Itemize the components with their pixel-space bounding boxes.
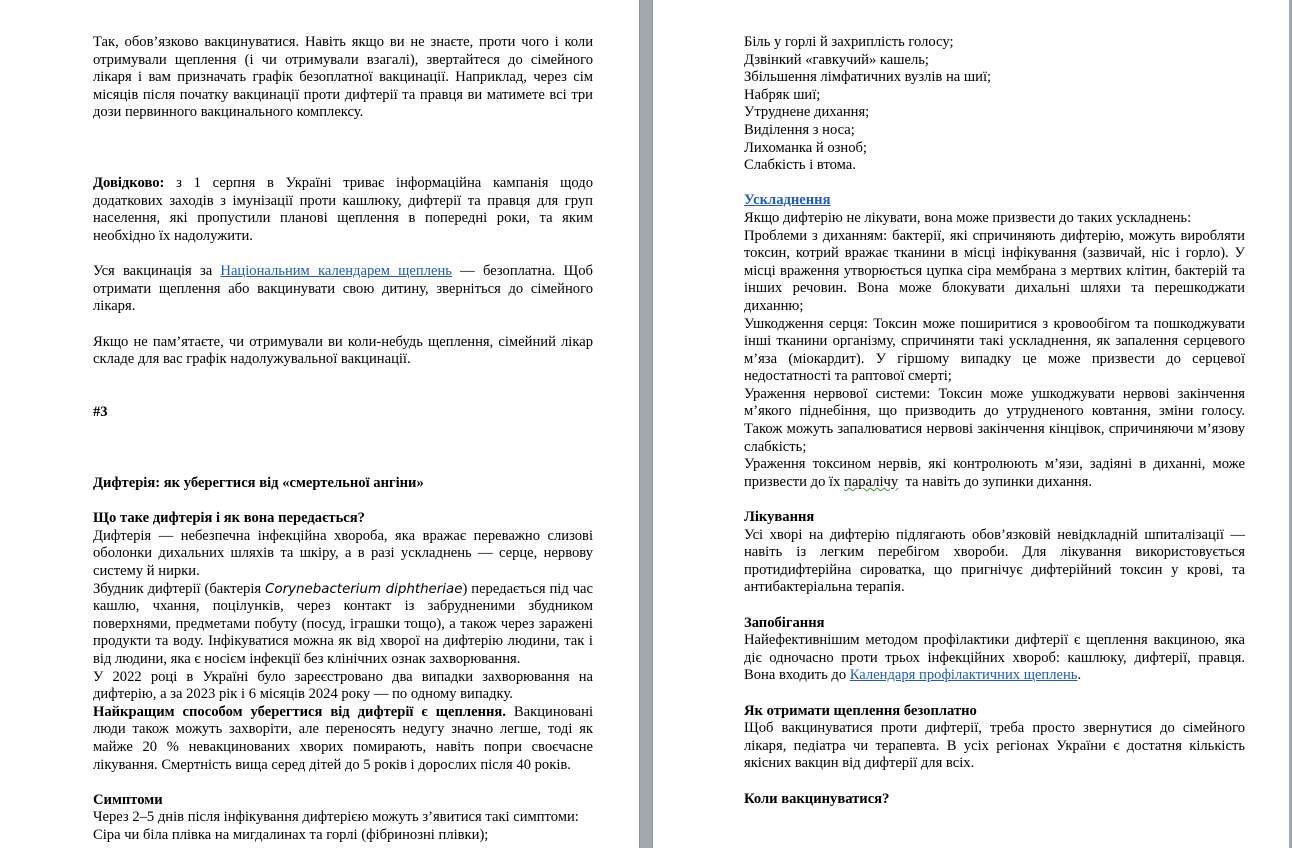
symptom-item: Набряк шиї;: [744, 86, 821, 103]
heading-symptoms-text: Симптоми: [93, 791, 163, 808]
symptom-item: Виділення з носа;: [744, 121, 855, 138]
paragraph-treatment: Усі хворі на дифтерію підлягають обов’язковій невідкладній шпиталізації — навіть із легким перебігом хвороби. Для лікування використовується протидифтерійна сироватка, що пригнічує дифтерійний токсин у крові, та антибактеріальна терапія.: [744, 526, 1245, 596]
complications-heading-link[interactable]: Ускладнення: [744, 192, 831, 209]
text-segment: Найефективнішим методом профілактики дифтерії є щеплення вакциною, яка діє одночасно проти трьох інфекційних хвороб: кашлюку, дифтерії, правця. Вона входить до: [744, 632, 1245, 684]
heading-what-is-text: Що таке дифтерія і як вона передається?: [93, 510, 365, 527]
reference-text: з 1 серпня в Україні триває інформаційна кампанія щодо додаткових заходів з імунізації проти кашлюку, дифтерії та правця для груп населення, які пропустили планові щеплення в попередні роки, та яким необхідно їх надолужити.: [93, 175, 593, 244]
paragraph-definition: Дифтерія — небезпечна інфекційна хвороба, яка вражає переважно слизові оболонки дихальних шляхів та шкіру, а в разі ускладнень — серце, нервову систему й нирки.: [93, 527, 593, 580]
document-page-left: [0, 0, 639, 848]
heading-prevention: [744, 615, 1245, 633]
section-number: [93, 404, 593, 422]
symptom-item: Слабкість і втома.: [744, 157, 856, 174]
best-protection-bold: Найкращим способом уберегтися від дифтерії є щеплення.: [93, 703, 506, 720]
text-segment: — безоплатна. Щоб отримати щеплення або вакцинувати свою дитину, зверніться до сімейного лікаря.: [93, 263, 593, 315]
symptom-item: Лихоманка й озноб;: [744, 139, 867, 156]
paragraph-catchup: Якщо не пам’ятаєте, чи отримували ви коли-небудь щеплення, сімейний лікар складе для вас графік надолужувальної вакцинації.: [93, 333, 593, 368]
paragraph-free-vaccination: Щоб вакцинуватися проти дифтерії, треба просто звернутися до сімейного лікаря, педіатра чи терапевта. В усіх регіонах України є достатня кількість якісних вакцин від дифтерії для всіх.: [744, 720, 1245, 772]
article-title: [93, 475, 593, 493]
text-segment: та навіть до зупинки дихання.: [898, 473, 1092, 490]
paragraph-statistics: У 2022 році в Україні було зареєстровано два випадки захворювання на дифтерію, а за 2023 рік і 6 місяців 2024 року — по одному випадку.: [93, 668, 593, 703]
page-gap: [639, 0, 653, 848]
heading-treatment: [744, 509, 1245, 527]
heading-free-vaccination: [744, 703, 1245, 721]
paragraph-prevention: [744, 632, 1245, 685]
paragraph-breathing: Проблеми з диханням: бактерії, які спричиняють дифтерію, можуть виробляти токсин, котрий вражає тканини в місці інфікування (зазвичай, ніс і горло). У місці враження утворюється цупка сіра мембрана з мертвих клітин, бактерій та інших речовин. Вона може блокувати дихальні шляхи та перешкоджати диханню;: [744, 227, 1245, 314]
text-segment: ) передається під час кашлю, чхання, поцілунків, через контакт із забрудненими збудником поверхнями, предметами побуту (посуд, іграшки тощо), а також через заражені продукти та воду. Інфікуватися можна як від хворої на дифтерію людини, так і від людини, яка є носієм інфекції без клінічних ознак захворювання.: [93, 580, 593, 667]
document-page-right: [653, 0, 1289, 848]
heading-prevention-text: Запобігання: [744, 614, 825, 631]
text-segment: Збудник дифтерії (бактерія: [93, 580, 266, 597]
paragraph-heart: Ушкодження серця: Токсин може поширитися з кровообігом та пошкоджувати інші тканини організму, спричиняти такі ускладнення, як запалення серцевого м’яза (міокардит). У гіршому випадку це може призвести до серцевої недостатності та раптової смерті;: [744, 315, 1245, 385]
text-segment: Ураження токсином нервів, які контролюють м’язи, задіяні в диханні, може призвести до їх: [744, 456, 1245, 490]
spellcheck-word[interactable]: паралічу: [844, 473, 899, 490]
article-title-text: Дифтерія: як уберегтися від «смертельної ангіни»: [93, 475, 424, 492]
reference-label: Довідково:: [93, 175, 165, 192]
paragraph-transmission: [93, 581, 593, 669]
symptom-item: Утруднене дихання;: [744, 104, 870, 121]
national-calendar-link[interactable]: Національним календарем щеплень: [220, 263, 452, 280]
paragraph-vaccinate: Так, обов’язково вакцинуватися. Навіть якщо ви не знаєте, проти чого і коли отримували щеплення (і чи отримували взагалі), звертайтеся до сімейного лікаря і вам призначать графік безоплатної вакцинації. Наприклад, через сім місяців після початку вакцинації проти дифтерії та правця ви матимете всі три дози первинного вакцинального комплексу.: [93, 34, 593, 121]
paragraph-reference: [93, 175, 593, 245]
paragraph-national-calendar: [93, 263, 593, 316]
heading-symptoms: [93, 792, 593, 810]
symptom-item: Біль у горлі й захриплість голосу;: [744, 34, 954, 50]
section-number-text: #3: [93, 404, 108, 421]
bacterium-name: Corynebacterium diphtheriae: [265, 581, 463, 597]
page-content: [93, 34, 593, 845]
text-segment: Уся вакцинація за: [93, 263, 221, 280]
heading-when: [744, 791, 1245, 809]
heading-treatment-text: Лікування: [744, 509, 815, 526]
text-segment: .: [1077, 667, 1082, 684]
vaccination-calendar-link[interactable]: Календаря профілактичних щеплень: [849, 667, 1078, 684]
paragraph-nerves: Ураження нервової системи: Токсин може ушкоджувати нервові закінчення м’якого піднебіння, що призводить до утрудненого ковтання, зміни голосу. Також можуть запалюватися нервові закінчення кінцівок, спричиняючи м’язову слабкість;: [744, 385, 1245, 455]
heading-complications: [744, 192, 1245, 210]
paragraph-paralysis: [744, 456, 1245, 491]
text-segment: Вакциновані люди також можуть захворіти, але переносять недугу значно легше, тоді як майже 20 % невакцинованих хворих помирають, навіть попри своєчасне лікування. Смертність вища серед дітей до 5 років і дорослих після 40 років.: [93, 703, 594, 773]
paragraph-complications-intro: Якщо дифтерію не лікувати, вона може призвести до таких ускладнень:: [744, 209, 1192, 226]
paragraph-symptoms-intro: Через 2–5 днів після інфікування дифтерією можуть з’явитися такі симптоми:: [93, 809, 579, 826]
page-content: [744, 34, 1245, 808]
heading-when-text: Коли вакцинуватися?: [744, 790, 890, 807]
symptom-item: Сіра чи біла плівка на мигдалинах та горлі (фібринозні плівки);: [93, 826, 489, 843]
symptom-item: Збільшення лімфатичних вузлів на шиї;: [744, 69, 992, 86]
symptom-item: Дзвінкий «гавкучий» кашель;: [744, 51, 929, 68]
heading-what-is: [93, 510, 593, 528]
paragraph-best-protection: [93, 704, 593, 774]
heading-free-text: Як отримати щеплення безоплатно: [744, 702, 977, 719]
